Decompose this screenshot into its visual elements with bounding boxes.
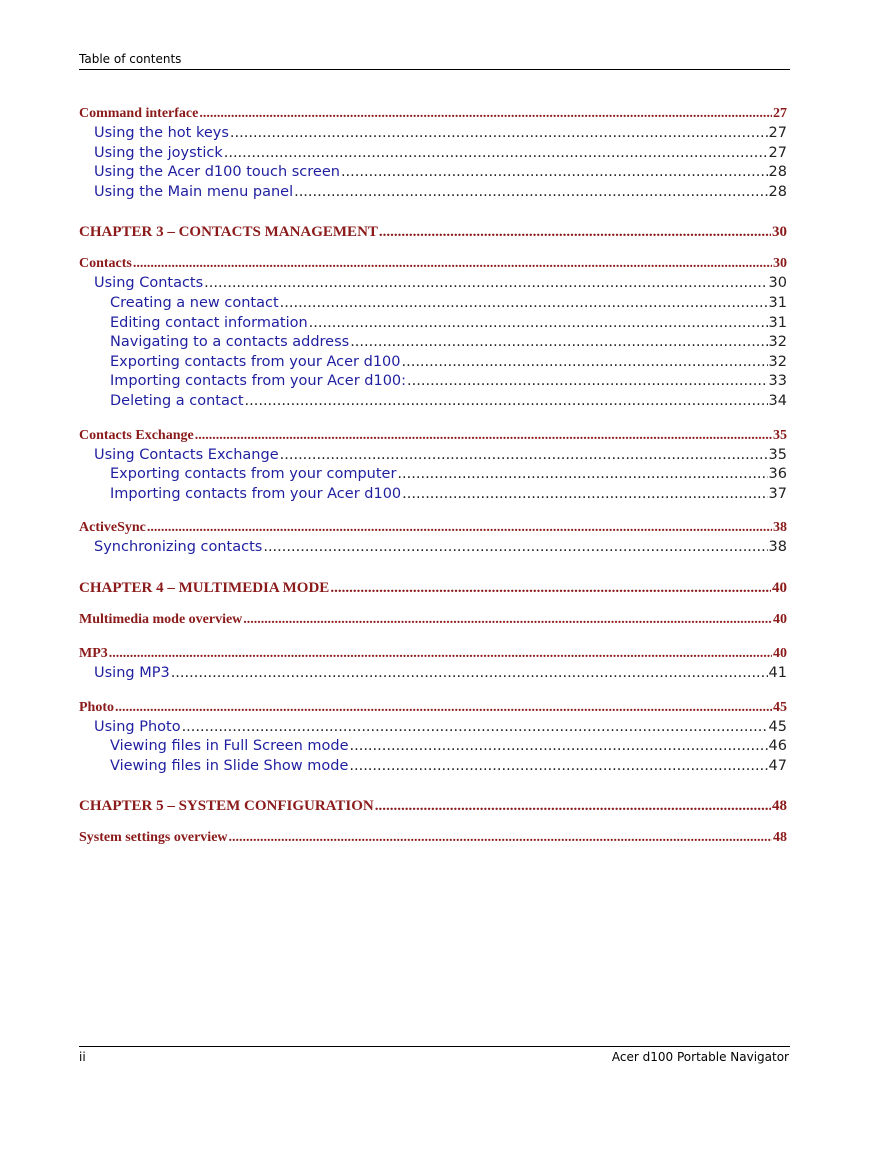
toc-entry-page-number: 31 xyxy=(768,294,787,311)
dot-leader xyxy=(350,737,768,757)
toc-entry-label: Deleting a contact xyxy=(110,392,244,409)
dot-leader xyxy=(243,610,772,630)
dot-leader xyxy=(115,698,772,718)
toc-entry-subsub[interactable] xyxy=(79,757,787,777)
toc-entry-label: Photo xyxy=(79,699,114,715)
toc-entry-label: Using Contacts xyxy=(94,275,204,292)
toc-entry-label: Multimedia mode overview xyxy=(79,611,243,627)
toc-entry-page-number: 45 xyxy=(768,718,787,735)
toc-entry-page-number: 40 xyxy=(772,579,787,596)
toc-entry-section[interactable] xyxy=(79,426,787,446)
dot-leader xyxy=(224,144,768,164)
toc-entry-label: Contacts xyxy=(79,256,132,272)
toc-entry-page-number: 41 xyxy=(768,664,787,681)
toc-entry-label: Viewing files in Slide Show mode xyxy=(110,757,349,774)
toc-entry-sub[interactable] xyxy=(79,538,787,558)
toc-entry-label: Importing contacts from your Acer d100 xyxy=(110,485,402,502)
toc-entry-section[interactable] xyxy=(79,644,787,664)
running-header: Table of contents xyxy=(79,52,182,66)
toc-entry-page-number: 35 xyxy=(773,427,787,443)
toc-entry-page-number: 32 xyxy=(768,353,787,370)
toc-entry-label: Using the Main menu panel xyxy=(94,183,294,200)
page-number: ii xyxy=(79,1050,86,1064)
toc-entry-label: Contacts Exchange xyxy=(79,427,194,443)
toc-entry-sub[interactable] xyxy=(79,718,787,738)
toc-entry-label: Using MP3 xyxy=(94,664,170,681)
toc-entry-section[interactable] xyxy=(79,104,787,124)
toc-entry-page-number: 48 xyxy=(773,830,787,846)
toc-entry-label: CHAPTER 3 – CONTACTS MANAGEMENT xyxy=(79,224,378,241)
dot-leader xyxy=(195,426,772,446)
dot-leader xyxy=(341,163,768,183)
toc-entry-page-number: 28 xyxy=(768,183,787,200)
toc-entry-sub[interactable] xyxy=(79,144,787,164)
toc-entry-label: Using Contacts Exchange xyxy=(94,446,279,463)
toc-entry-page-number: 48 xyxy=(772,798,787,815)
toc-entry-label: Using Photo xyxy=(94,718,181,735)
toc-entry-sub[interactable] xyxy=(79,664,787,684)
toc-entry-subsub[interactable] xyxy=(79,485,787,505)
toc-entry-chapter[interactable] xyxy=(79,222,787,242)
toc-entry-page-number: 40 xyxy=(773,611,787,627)
dot-leader xyxy=(402,353,768,373)
toc-entry-page-number: 33 xyxy=(768,373,787,390)
toc-entry-label: ActiveSync xyxy=(79,520,146,536)
footer-rule xyxy=(79,1046,790,1047)
toc-entry-label: Navigating to a contacts address xyxy=(110,334,350,351)
dot-leader xyxy=(280,446,768,466)
dot-leader xyxy=(309,314,768,334)
toc-entry-label: Importing contacts from your Acer d100: xyxy=(110,373,407,390)
toc-entry-page-number: 47 xyxy=(768,757,787,774)
dot-leader xyxy=(350,333,767,353)
dot-leader xyxy=(204,274,767,294)
dot-leader xyxy=(349,757,767,777)
dot-leader xyxy=(230,124,768,144)
toc-entry-label: Viewing files in Full Screen mode xyxy=(110,738,349,755)
toc-entry-subsub[interactable] xyxy=(79,392,787,412)
toc-entry-page-number: 34 xyxy=(768,392,787,409)
toc-entry-page-number: 28 xyxy=(768,164,787,181)
toc-entry-subsub[interactable] xyxy=(79,294,787,314)
toc-entry-section[interactable] xyxy=(79,518,787,538)
toc-entry-subsub[interactable] xyxy=(79,353,787,373)
toc-entry-subsub[interactable] xyxy=(79,372,787,392)
toc-entry-page-number: 32 xyxy=(768,334,787,351)
footer-document-title: Acer d100 Portable Navigator xyxy=(611,1050,789,1064)
toc-entry-page-number: 27 xyxy=(773,106,787,121)
toc-entry-label: System settings overview xyxy=(79,830,228,846)
dot-leader xyxy=(182,718,768,738)
toc-entry-page-number: 38 xyxy=(773,520,787,536)
dot-leader xyxy=(397,465,767,485)
toc-entry-label: Synchronizing contacts xyxy=(94,539,263,556)
dot-leader xyxy=(147,518,772,538)
toc-entry-page-number: 38 xyxy=(768,539,787,556)
dot-leader xyxy=(199,104,772,124)
toc-entry-label: Using the Acer d100 touch screen xyxy=(94,164,340,181)
toc-entry-page-number: 31 xyxy=(768,314,787,331)
toc-entry-chapter[interactable] xyxy=(79,578,787,598)
dot-leader xyxy=(379,222,771,242)
toc-entry-label: Using the joystick xyxy=(94,144,223,161)
dot-leader xyxy=(407,372,768,392)
toc-entry-page-number: 36 xyxy=(768,466,787,483)
toc-entry-page-number: 30 xyxy=(773,256,787,272)
toc-entry-section[interactable] xyxy=(79,610,787,630)
toc-entry-sub[interactable] xyxy=(79,274,787,294)
toc-entry-subsub[interactable] xyxy=(79,465,787,485)
toc-entry-subsub[interactable] xyxy=(79,737,787,757)
toc-entry-page-number: 40 xyxy=(773,645,787,661)
toc-entry-page-number: 30 xyxy=(772,224,787,241)
header-rule xyxy=(79,69,790,70)
toc-entry-page-number: 27 xyxy=(768,144,787,161)
toc-entry-label: MP3 xyxy=(79,645,108,661)
toc-entry-label: CHAPTER 4 – MULTIMEDIA MODE xyxy=(79,579,330,596)
toc-entry-label: CHAPTER 5 – SYSTEM CONFIGURATION xyxy=(79,798,374,815)
toc-entry-sub[interactable] xyxy=(79,183,787,203)
dot-leader xyxy=(109,644,772,664)
toc-entry-page-number: 45 xyxy=(773,699,787,715)
toc-entry-label: Editing contact information xyxy=(110,314,308,331)
toc-entry-section[interactable] xyxy=(79,828,787,848)
dot-leader xyxy=(171,664,768,684)
dot-leader xyxy=(133,254,772,274)
toc-entry-subsub[interactable] xyxy=(79,314,787,334)
toc-entry-sub[interactable] xyxy=(79,163,787,183)
toc-entry-page-number: 30 xyxy=(768,275,787,292)
toc-entry-page-number: 46 xyxy=(768,738,787,755)
dot-leader xyxy=(280,294,768,314)
toc-entry-section[interactable] xyxy=(79,254,787,274)
table-of-contents xyxy=(79,104,787,848)
toc-entry-subsub[interactable] xyxy=(79,333,787,353)
toc-entry-label: Creating a new contact xyxy=(110,294,279,311)
dot-leader xyxy=(330,578,771,598)
toc-entry-label: Command interface xyxy=(79,106,199,121)
toc-entry-label: Exporting contacts from your Acer d100 xyxy=(110,353,401,370)
dot-leader xyxy=(402,485,767,505)
dot-leader xyxy=(263,538,767,558)
toc-entry-page-number: 37 xyxy=(768,485,787,502)
toc-entry-label: Using the hot keys xyxy=(94,125,229,141)
dot-leader xyxy=(245,392,768,412)
toc-entry-sub[interactable] xyxy=(79,124,787,144)
toc-entry-page-number: 35 xyxy=(768,446,787,463)
toc-entry-chapter[interactable] xyxy=(79,796,787,816)
toc-entry-page-number: 27 xyxy=(768,125,787,141)
dot-leader xyxy=(294,183,767,203)
dot-leader xyxy=(375,796,771,816)
toc-entry-label: Exporting contacts from your computer xyxy=(110,466,397,483)
toc-entry-sub[interactable] xyxy=(79,446,787,466)
dot-leader xyxy=(229,828,772,848)
toc-entry-section[interactable] xyxy=(79,698,787,718)
